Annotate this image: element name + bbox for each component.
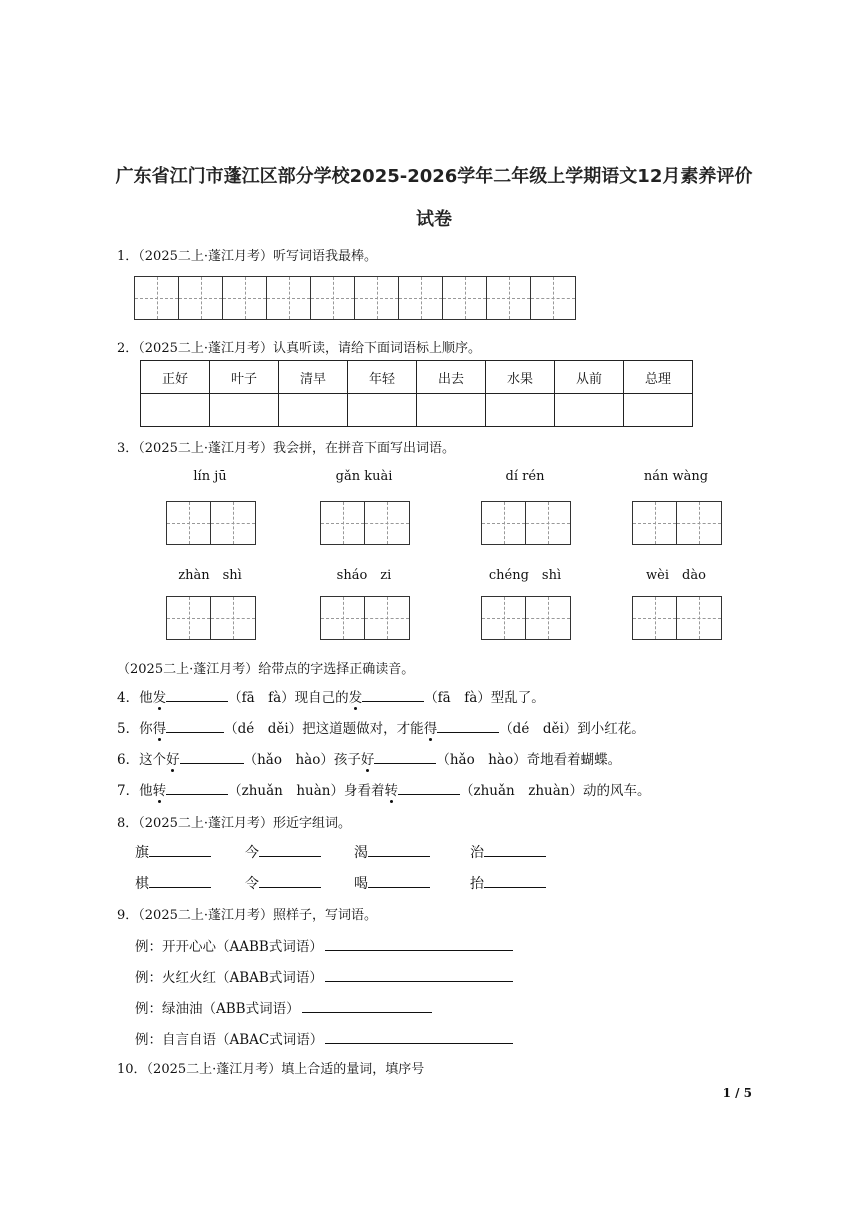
writing-box[interactable] <box>320 501 410 545</box>
order-answer-cell[interactable] <box>210 394 279 427</box>
grid-cell[interactable] <box>135 277 179 319</box>
pinyin-label: chéng shì <box>488 568 562 583</box>
answer-blank[interactable] <box>437 718 499 733</box>
pinyin-label: dí rén <box>505 469 545 484</box>
question-5: 5．你得 （dé děi）把这道题做对，才能得 （dé děi）到小红花。 <box>117 717 645 737</box>
word-cell: 水果 <box>486 361 555 394</box>
pinyin-label: zhàn shì <box>178 568 242 583</box>
similar-char-item: 今 <box>245 842 321 862</box>
grid-cell[interactable] <box>487 277 531 319</box>
writing-box[interactable] <box>481 596 571 640</box>
order-answer-cell[interactable] <box>555 394 624 427</box>
example-line: 例：火红火红（ABAB式词语） <box>135 966 513 986</box>
question-4: 4．他发 （fā fà）现自己的发 （fā fà）型乱了。 <box>117 686 545 706</box>
similar-char-item: 喝 <box>354 873 430 893</box>
word-cell: 从前 <box>555 361 624 394</box>
page-title-line2: 试卷 <box>416 209 452 230</box>
word-cell: 总理 <box>624 361 693 394</box>
similar-char-item: 治 <box>470 842 546 862</box>
answer-blank[interactable] <box>368 873 430 888</box>
grid-cell[interactable] <box>267 277 311 319</box>
answer-blank[interactable] <box>302 998 432 1013</box>
example-line: 例：自言自语（ABAC式词语） <box>135 1028 513 1048</box>
question-10: 10．（2025二上·蓬江月考）填上合适的量词，填序号 <box>117 1062 425 1077</box>
answer-blank[interactable] <box>166 718 224 733</box>
pinyin-label: wèi dào <box>646 568 706 583</box>
similar-char-item: 渴 <box>354 842 430 862</box>
answer-blank[interactable] <box>166 780 228 795</box>
answer-blank[interactable] <box>180 749 244 764</box>
answer-blank[interactable] <box>166 687 228 702</box>
order-answer-cell[interactable] <box>348 394 417 427</box>
order-answer-cell[interactable] <box>141 394 210 427</box>
grid-cell[interactable] <box>531 277 575 319</box>
pinyin-label: sháo zi <box>336 568 392 583</box>
answer-blank[interactable] <box>325 967 513 982</box>
order-answer-cell[interactable] <box>624 394 693 427</box>
order-answer-cell[interactable] <box>486 394 555 427</box>
example-line: 例：绿油油（ABB式词语） <box>135 997 432 1017</box>
question-7: 7．他转 （zhuǎn huàn）身看着转 （zhuǎn zhuàn）动的风车。 <box>117 779 650 799</box>
word-cell: 叶子 <box>210 361 279 394</box>
question-6: 6．这个好 （hǎo hào）孩子好 （hǎo hào）奇地看着蝴蝶。 <box>117 748 621 768</box>
grid-cell[interactable] <box>311 277 355 319</box>
question-9: 9．（2025二上·蓬江月考）照样子，写词语。 <box>117 908 377 923</box>
word-cell: 年轻 <box>348 361 417 394</box>
example-line: 例：开开心心（AABB式词语） <box>135 935 513 955</box>
question-1: 1．（2025二上·蓬江月考）听写词语我最棒。 <box>117 249 377 264</box>
grid-cell[interactable] <box>179 277 223 319</box>
similar-char-item: 棋 <box>135 873 211 893</box>
section-intro: （2025二上·蓬江月考）给带点的字选择正确读音。 <box>117 662 415 677</box>
word-cell: 清早 <box>279 361 348 394</box>
writing-box[interactable] <box>320 596 410 640</box>
answer-blank[interactable] <box>362 687 424 702</box>
similar-char-item: 令 <box>245 873 321 893</box>
writing-box[interactable] <box>166 596 256 640</box>
page-number: 1 / 5 <box>722 1086 752 1100</box>
question-2: 2．（2025二上·蓬江月考）认真听读，请给下面词语标上顺序。 <box>117 341 481 356</box>
grid-cell[interactable] <box>399 277 443 319</box>
answer-blank[interactable] <box>484 842 546 857</box>
answer-blank[interactable] <box>374 749 436 764</box>
writing-box[interactable] <box>632 596 722 640</box>
pinyin-label: gǎn kuài <box>335 469 393 484</box>
answer-blank[interactable] <box>149 873 211 888</box>
order-table <box>140 360 693 427</box>
writing-box[interactable] <box>166 501 256 545</box>
answer-blank[interactable] <box>484 873 546 888</box>
pinyin-label: nán wàng <box>643 469 709 484</box>
order-answer-cell[interactable] <box>279 394 348 427</box>
similar-char-item: 抬 <box>470 873 546 893</box>
similar-char-item: 旗 <box>135 842 211 862</box>
answer-blank[interactable] <box>325 936 513 951</box>
dictation-grid[interactable] <box>134 276 576 320</box>
question-3: 3．（2025二上·蓬江月考）我会拼，在拼音下面写出词语。 <box>117 441 455 456</box>
answer-blank[interactable] <box>259 842 321 857</box>
word-cell: 出去 <box>417 361 486 394</box>
answer-blank[interactable] <box>325 1029 513 1044</box>
answer-blank[interactable] <box>149 842 211 857</box>
question-8: 8．（2025二上·蓬江月考）形近字组词。 <box>117 816 351 831</box>
answer-blank[interactable] <box>398 780 460 795</box>
word-cell: 正好 <box>141 361 210 394</box>
writing-box[interactable] <box>632 501 722 545</box>
grid-cell[interactable] <box>223 277 267 319</box>
grid-cell[interactable] <box>443 277 487 319</box>
pinyin-label: lín jū <box>193 469 227 484</box>
order-answer-cell[interactable] <box>417 394 486 427</box>
answer-blank[interactable] <box>368 842 430 857</box>
page-title: 广东省江门市蓬江区部分学校2025-2026学年二年级上学期语文12月素养评价 <box>115 166 753 187</box>
grid-cell[interactable] <box>355 277 399 319</box>
answer-blank[interactable] <box>259 873 321 888</box>
writing-box[interactable] <box>481 501 571 545</box>
